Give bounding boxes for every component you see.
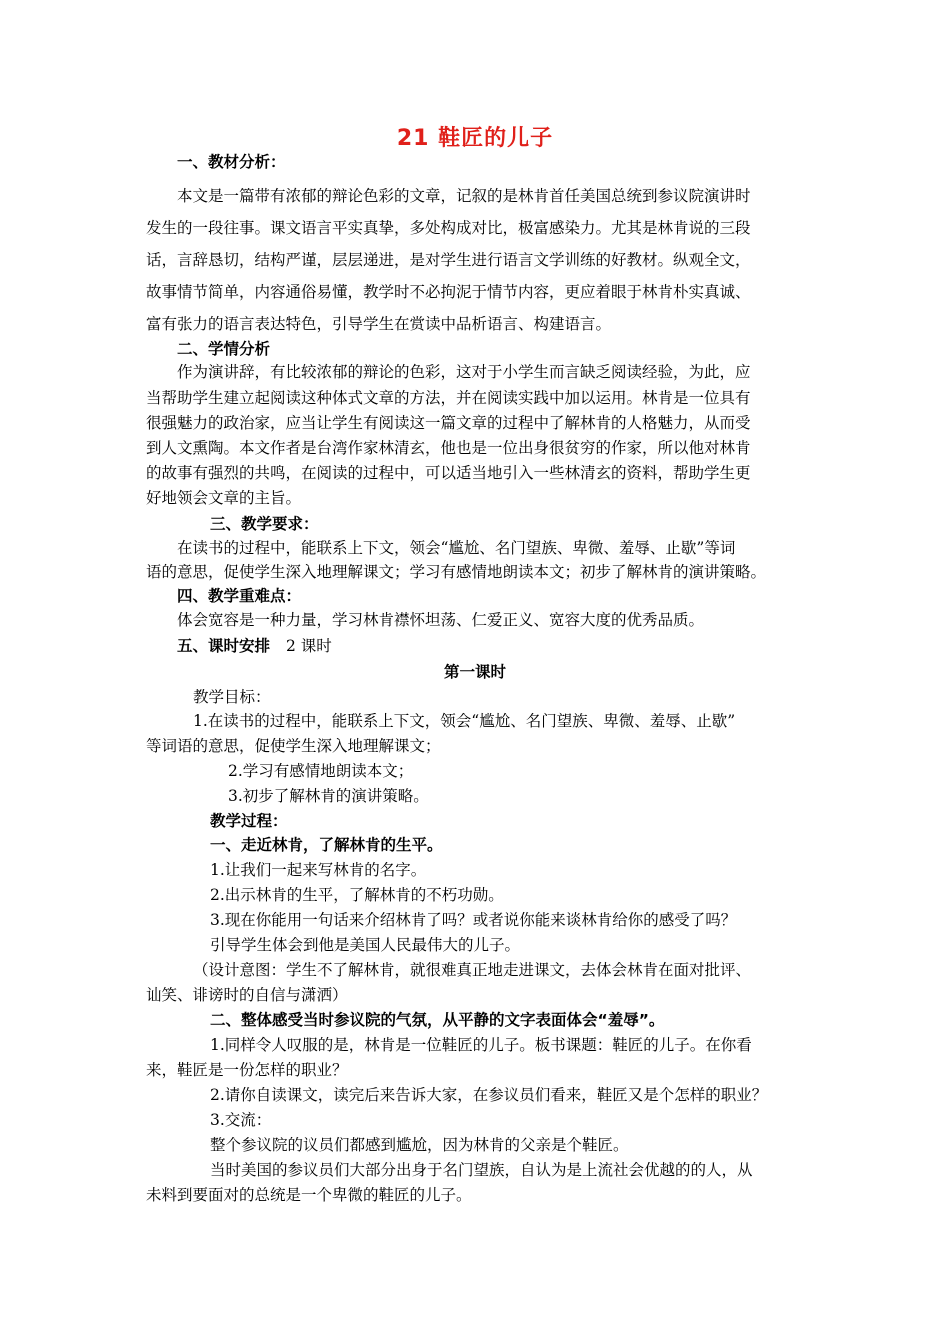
section-heading: 二、整体感受当时参议院的气氛，从平静的文字表面体会“羞辱”。 [210,1011,665,1029]
paragraph-line: 发生的一段往事。课文语言平实真挚，多处构成对比，极富感染力。尤其是林肯说的三段 [146,219,751,237]
paragraph-line: 3.现在你能用一句话来介绍林肯了吗？或者说你能来谈林肯给你的感受了吗？ [210,911,737,929]
paragraph-line: 体会宽容是一种力量，学习林肯襟怀坦荡、仁爱正义、宽容大度的优秀品质。 [177,611,705,629]
paragraph-line: 话，言辞恳切，结构严谨，层层递进，是对学生进行语言文学训练的好教材。纵观全文， [146,251,751,269]
paragraph-line: 在读书的过程中，能联系上下文，领会“尴尬、名门望族、卑微、羞辱、止歇”等词 [177,539,736,557]
paragraph-line: 3.交流： [210,1111,272,1129]
paragraph-line: 2.请你自读课文，读完后来告诉大家，在参议员们看来，鞋匠又是个怎样的职业？ [210,1086,768,1104]
section-heading: 一、走近林肯，了解林肯的生平。 [210,836,443,854]
paragraph-line: 等词语的意思，促使学生深入地理解课文； [146,737,441,755]
section-heading: 三、教学要求： [210,515,319,533]
section-heading: 一、教材分析： [177,153,286,171]
paragraph-line: 2.学习有感情地朗读本文； [228,762,414,780]
paragraph-line: 的故事有强烈的共鸣，在阅读的过程中，可以适当地引入一些林清玄的资料，帮助学生更 [146,464,751,482]
paragraph-line: 教学目标： [193,688,271,706]
lesson-heading: 第一课时 [443,663,506,681]
class-hours-value: 2 课时 [286,637,332,655]
paragraph-line: 本文是一篇带有浓郁的辩论色彩的文章，记叙的是林肯首任美国总统到参议院演讲时 [177,187,751,205]
paragraph-line: 未料到要面对的总统是一个卑微的鞋匠的儿子。 [146,1186,472,1204]
section-heading: 四、教学重难点： [177,587,302,605]
paragraph-line: 故事情节简单，内容通俗易懂，教学时不必拘泥于情节内容，更应着眼于林肯朴实真诚、 [146,283,751,301]
paragraph-line: 整个参议院的议员们都感到尴尬，因为林肯的父亲是个鞋匠。 [210,1136,629,1154]
paragraph-line: 3.初步了解林肯的演讲策略。 [228,787,429,805]
paragraph-line: 当时美国的参议员们大部分出身于名门望族，自认为是上流社会优越的的人，从 [210,1161,753,1179]
page-title: 21 鞋匠的儿子 [396,126,554,151]
paragraph-line: 讪笑、诽谤时的自信与潇洒） [146,986,348,1004]
paragraph-line: 1.让我们一起来写林肯的名字。 [210,861,427,879]
section-heading: 教学过程： [210,812,288,830]
paragraph-line: 很强魅力的政治家，应当让学生有阅读这一篇文章的过程中了解林肯的人格魅力，从而受 [146,414,751,432]
paragraph-line: 1.同样令人叹服的是，林肯是一位鞋匠的儿子。板书课题：鞋匠的儿子。在你看 [210,1036,752,1054]
paragraph-line: 好地领会文章的主旨。 [146,489,302,507]
paragraph-line: 语的意思，促使学生深入地理解课文；学习有感情地朗读本文；初步了解林肯的演讲策略。 [146,563,767,581]
paragraph-line: （设计意图：学生不了解林肯，就很难真正地走进课文，去体会林肯在面对批评、 [193,961,752,979]
paragraph-line: 到人文熏陶。本文作者是台湾作家林清玄，他也是一位出身很贫穷的作家，所以他对林肯 [146,439,751,457]
paragraph-line: 来，鞋匠是一份怎样的职业？ [146,1061,348,1079]
paragraph-line: 2.出示林肯的生平，了解林肯的不朽功勋。 [210,886,504,904]
section-heading: 五、课时安排 [177,637,271,655]
paragraph-line: 当帮助学生建立起阅读这种体式文章的方法，并在阅读实践中加以运用。林肯是一位具有 [146,389,751,407]
paragraph-line: 作为演讲辞，有比较浓郁的辩论的色彩，这对于小学生而言缺乏阅读经验，为此，应 [177,363,751,381]
paragraph-line: 1.在读书的过程中，能联系上下文，领会“尴尬、名门望族、卑微、羞辱、止歇” [193,712,736,730]
section-heading: 二、学情分析 [177,340,271,358]
paragraph-line: 引导学生体会到他是美国人民最伟大的儿子。 [210,936,521,954]
paragraph-line: 富有张力的语言表达特色，引导学生在赏读中品析语言、构建语言。 [146,315,612,333]
